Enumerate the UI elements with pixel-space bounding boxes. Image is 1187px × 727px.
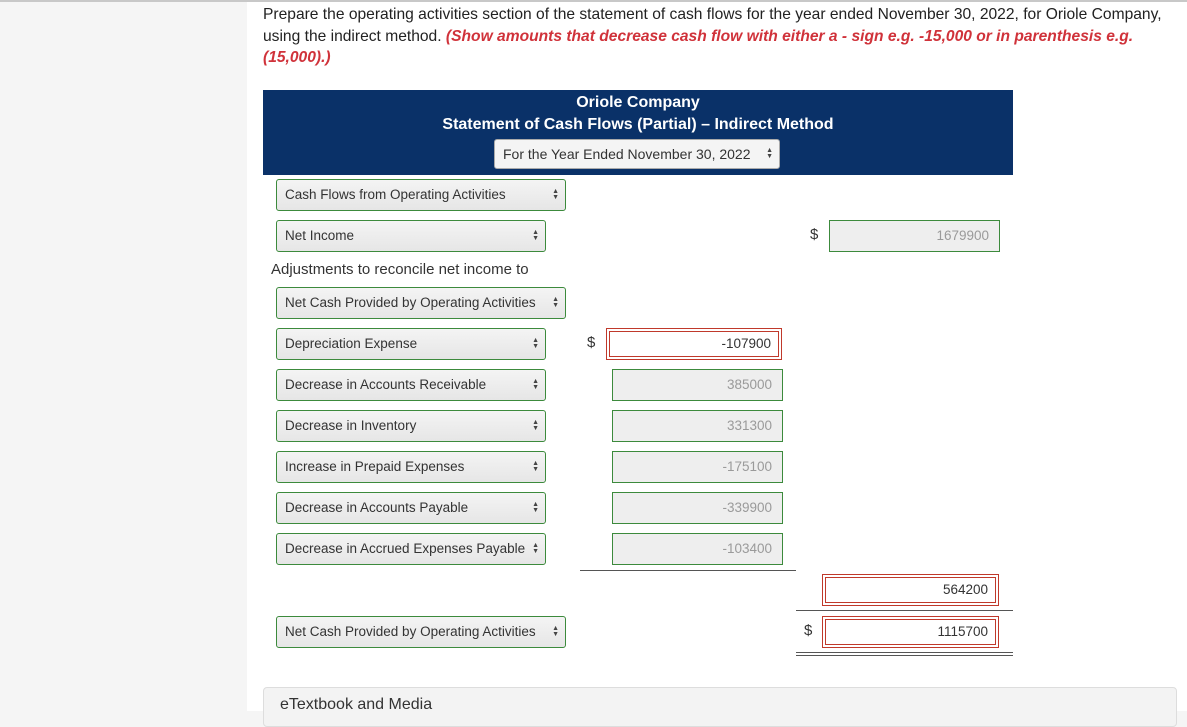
adjustment-select-accounts-receivable[interactable] bbox=[276, 369, 546, 401]
net-cash-currency: $ bbox=[804, 622, 813, 639]
adjustment-select-accrued-expenses[interactable] bbox=[276, 533, 546, 565]
adjustments-heading-value: Net Cash Provided by Operating Activities bbox=[285, 295, 536, 310]
adjustment-value: -175100 bbox=[722, 459, 772, 474]
section-label-value: Cash Flows from Operating Activities bbox=[285, 187, 506, 202]
total-adjustments-input[interactable] bbox=[822, 574, 999, 606]
net-cash-input[interactable] bbox=[822, 616, 999, 648]
adjustment-value: -103400 bbox=[722, 541, 772, 556]
subtotal-rule bbox=[580, 570, 796, 571]
adjustment-input-accrued-expenses[interactable] bbox=[612, 533, 783, 565]
select-arrows-icon: ▲ ▼ bbox=[532, 542, 539, 555]
adjustment-value: 331300 bbox=[726, 418, 772, 433]
etextbook-panel[interactable] bbox=[263, 687, 1177, 727]
select-arrows-icon: ▲ ▼ bbox=[766, 147, 773, 160]
select-arrows-icon: ▲ ▼ bbox=[552, 625, 559, 638]
total-adjustments-value: 564200 bbox=[942, 582, 988, 597]
select-arrows-icon: ▲ ▼ bbox=[552, 296, 559, 309]
adjustment-input-inventory[interactable] bbox=[612, 410, 783, 442]
net-income-select[interactable] bbox=[276, 220, 546, 252]
statement-title: Statement of Cash Flows (Partial) – Indirect Method bbox=[442, 116, 834, 133]
adjustment-input-depreciation[interactable] bbox=[606, 328, 782, 360]
select-arrows-icon: ▲ ▼ bbox=[532, 501, 539, 514]
select-arrows-icon: ▲ ▼ bbox=[532, 378, 539, 391]
net-income-label: Net Income bbox=[285, 228, 355, 243]
select-arrows-icon: ▲ ▼ bbox=[552, 188, 559, 201]
net-cash-select[interactable] bbox=[276, 616, 566, 648]
adjustment-label: Decrease in Accrued Expenses Payable bbox=[285, 541, 526, 556]
adjustment-select-prepaid-expenses[interactable] bbox=[276, 451, 546, 483]
select-arrows-icon: ▲ ▼ bbox=[532, 229, 539, 242]
etextbook-label: eTextbook and Media bbox=[280, 696, 433, 713]
adjustment-input-accounts-payable[interactable] bbox=[612, 492, 783, 524]
adjustment-value: -339900 bbox=[722, 500, 772, 515]
adjustment-label: Decrease in Accounts Receivable bbox=[285, 377, 487, 392]
section-label-select[interactable] bbox=[276, 179, 566, 211]
select-arrows-icon: ▲ ▼ bbox=[532, 460, 539, 473]
net-cash-double-rule-top bbox=[796, 652, 1013, 653]
adjustment-currency: $ bbox=[587, 334, 596, 351]
adjustments-text: Adjustments to reconcile net income to bbox=[271, 261, 529, 278]
adjustment-select-accounts-payable[interactable] bbox=[276, 492, 546, 524]
adjustments-heading-select[interactable] bbox=[276, 287, 566, 319]
adjustment-input-accounts-receivable[interactable] bbox=[612, 369, 783, 401]
instructions bbox=[263, 4, 1178, 69]
period-select-value: For the Year Ended November 30, 2022 bbox=[503, 146, 751, 162]
net-income-currency: $ bbox=[810, 226, 819, 243]
net-income-value: 1679900 bbox=[936, 228, 989, 243]
adjustment-label: Increase in Prepaid Expenses bbox=[285, 459, 465, 474]
instructions-text: Prepare the operating activities section of the statement of cash flows for the year ended November 30, 2022, for Oriole Company, using the indirect method. bbox=[263, 6, 1162, 45]
company-name: Oriole Company bbox=[576, 94, 700, 111]
adjustment-input-prepaid-expenses[interactable] bbox=[612, 451, 783, 483]
adjustment-value: 385000 bbox=[726, 377, 772, 392]
net-income-input[interactable] bbox=[829, 220, 1000, 252]
adjustment-label: Decrease in Accounts Payable bbox=[285, 500, 469, 515]
adjustment-value: -107900 bbox=[721, 336, 771, 351]
net-cash-label: Net Cash Provided by Operating Activities bbox=[285, 624, 536, 639]
period-select[interactable] bbox=[494, 139, 780, 169]
select-arrows-icon: ▲ ▼ bbox=[532, 419, 539, 432]
select-arrows-icon: ▲ ▼ bbox=[532, 337, 539, 350]
adjustment-select-depreciation[interactable] bbox=[276, 328, 546, 360]
net-cash-double-rule-bottom bbox=[796, 655, 1013, 656]
adjustment-label: Depreciation Expense bbox=[285, 336, 418, 351]
total-adjustments-rule bbox=[796, 610, 1013, 611]
adjustment-label: Decrease in Inventory bbox=[285, 418, 417, 433]
adjustment-select-inventory[interactable] bbox=[276, 410, 546, 442]
instructions-hint: (Show amounts that decrease cash flow with either a - sign e.g. -15,000 or in parenthesis e.g. (15,000).) bbox=[263, 27, 1134, 66]
net-cash-value: 1115700 bbox=[937, 624, 988, 639]
